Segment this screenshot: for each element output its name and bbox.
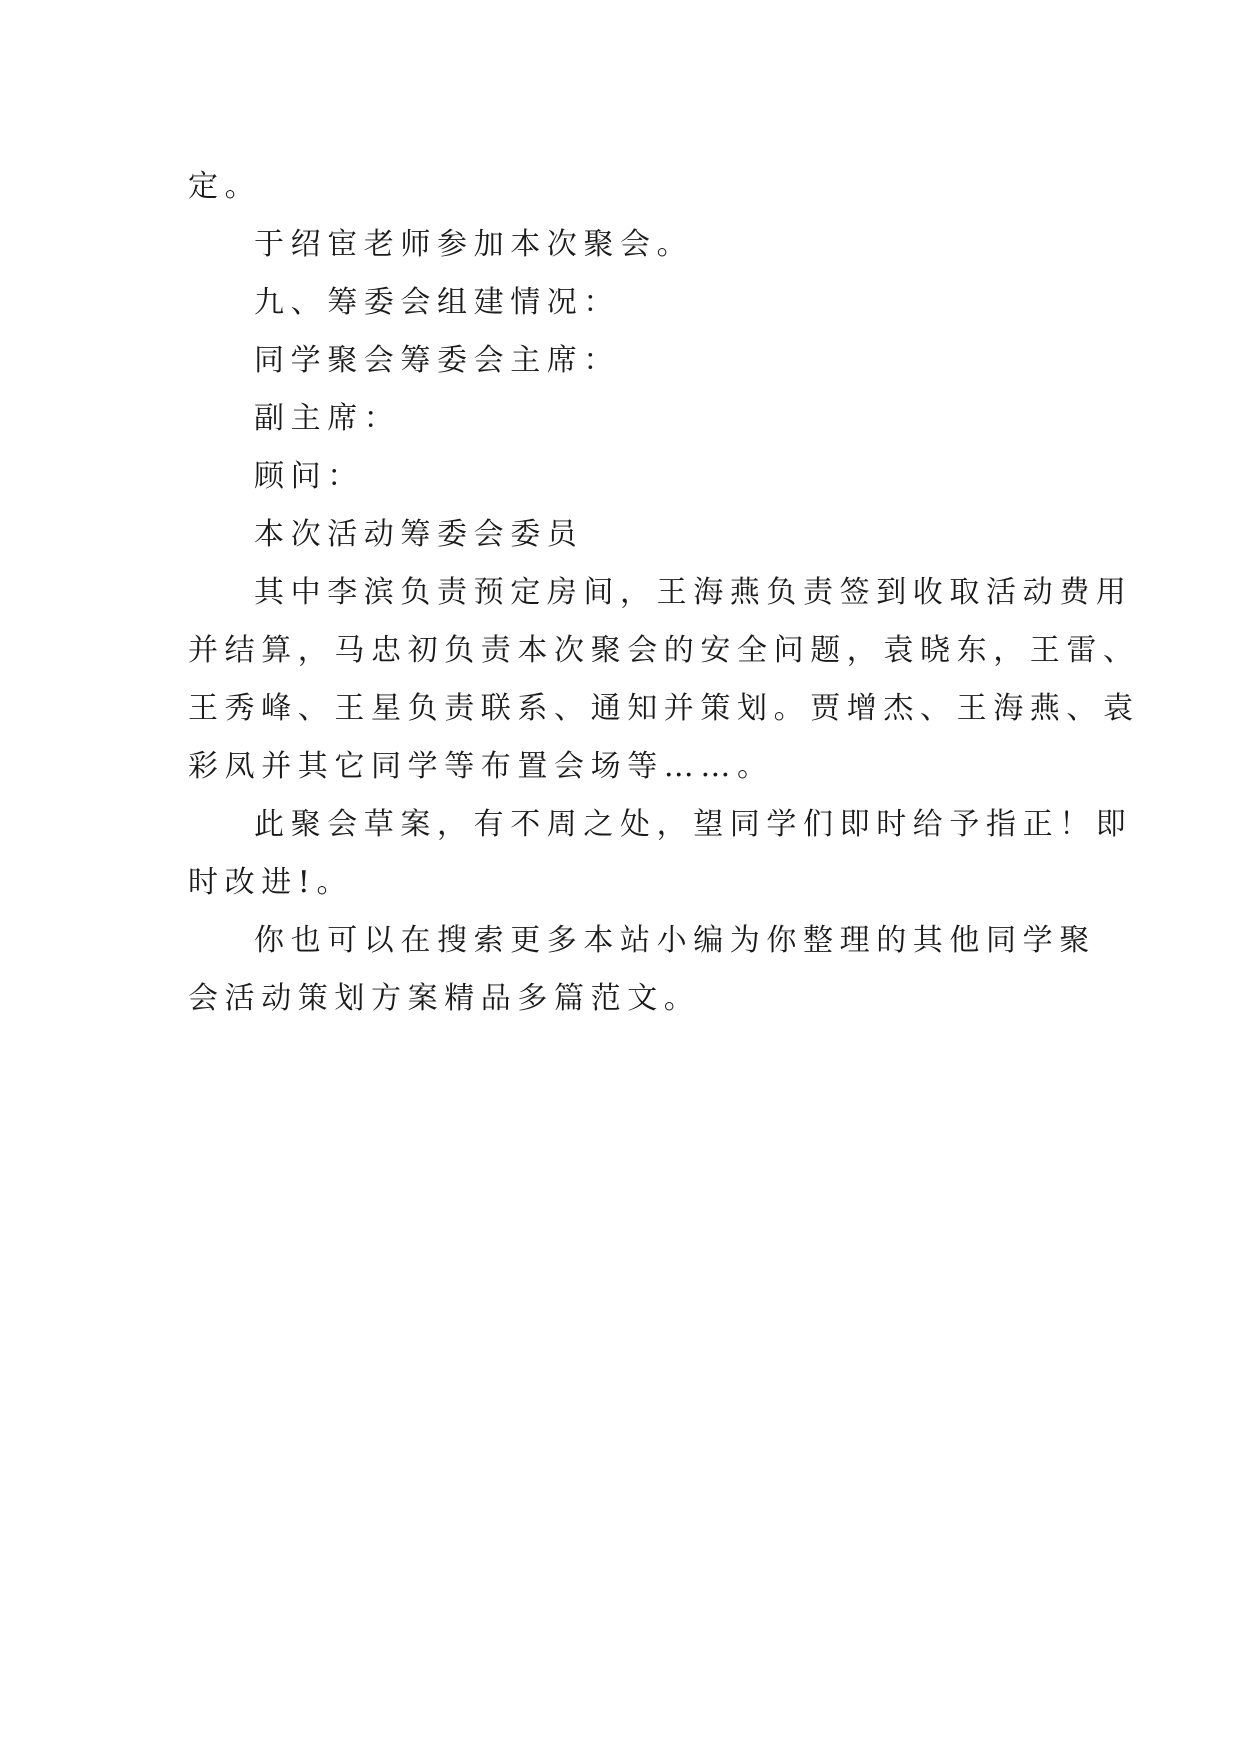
paragraph-vice-chairman <box>188 390 1068 448</box>
text-line: 此聚会草案，有不周之处，望同学们即时给予指正！即 <box>254 807 1133 842</box>
paragraph-teacher <box>188 216 1068 274</box>
text-line: 会活动策划方案精品多篇范文。 <box>188 981 701 1016</box>
text-line: 时改进!。 <box>188 865 354 900</box>
paragraph-chairman <box>188 332 1068 390</box>
text-line: 于绍宦老师参加本次聚会。 <box>254 227 694 262</box>
paragraph-advisor <box>188 448 1068 506</box>
paragraph-continuation <box>188 158 1068 216</box>
text-line: 定。 <box>188 169 262 204</box>
text-line: 你也可以在搜索更多本站小编为你整理的其他同学聚 <box>254 923 1096 958</box>
text-line: 本次活动筹委会委员 <box>254 517 584 552</box>
text-line: 副主席： <box>254 401 401 436</box>
paragraph-committee-members <box>188 506 1068 564</box>
paragraph-more-info <box>188 912 1096 1028</box>
text-line: 顾问： <box>254 459 364 494</box>
section-heading-committee <box>188 274 1068 332</box>
text-line: 同学聚会筹委会主席： <box>254 343 620 378</box>
text-line: 其中李滨负责预定房间，王海燕负责签到收取活动费用 <box>254 575 1133 610</box>
text-line: 王秀峰、王星负责联系、通知并策划。贾增杰、王海燕、袁 <box>188 691 1140 726</box>
paragraph-responsibilities <box>188 564 1140 796</box>
text-line: 彩凤并其它同学等布置会场等……。 <box>188 749 774 784</box>
document-body <box>188 158 1140 1028</box>
text-line: 九、筹委会组建情况： <box>254 285 620 320</box>
text-line: 并结算，马忠初负责本次聚会的安全问题，袁晓东，王雷、 <box>188 633 1140 668</box>
paragraph-draft-note <box>188 796 1133 912</box>
